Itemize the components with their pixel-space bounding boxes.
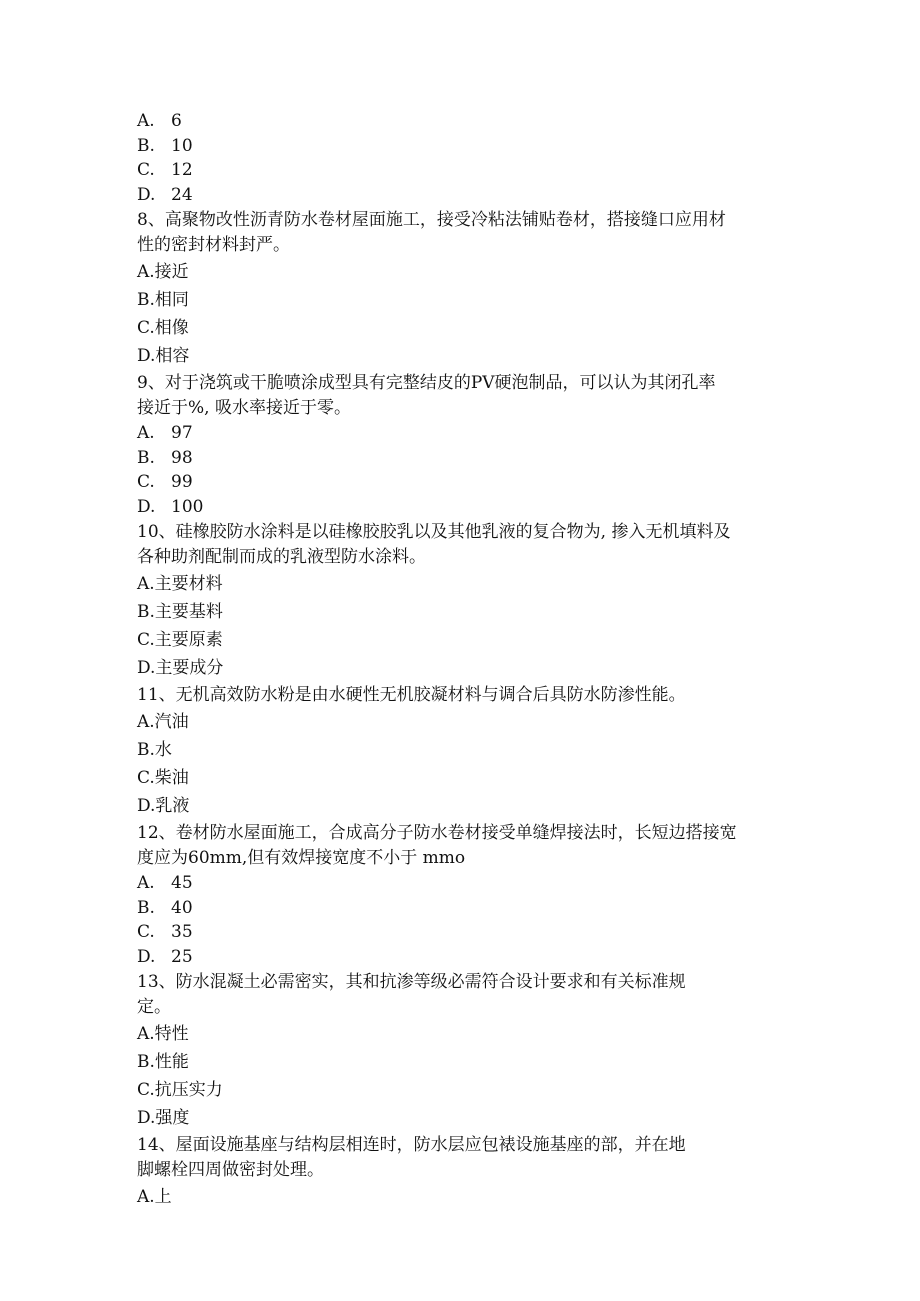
question-13: 13、防水混凝土必需密实，其和抗渗等级必需符合设计要求和有关标准规 定。 <box>137 972 686 1017</box>
option-b: B. 98 <box>137 447 193 468</box>
question-12: 12、卷材防水屋面施工，合成高分子防水卷材接受单缝焊接法时，长短边搭接宽 度应为60mm,但有效焊接宽度不小于 mmo <box>137 823 737 868</box>
options-q11 <box>137 708 797 820</box>
option-d: D. 25 <box>137 946 193 967</box>
option-b: B.主要基料 <box>137 602 223 622</box>
options-q12 <box>137 871 797 969</box>
option-a: A.汽油 <box>137 712 189 732</box>
option-b: B.水 <box>137 740 172 760</box>
option-c: C. 99 <box>137 472 193 492</box>
option-d: D.强度 <box>137 1108 190 1128</box>
option-a: A. 6 <box>137 111 182 131</box>
option-a: A. 97 <box>137 423 193 443</box>
option-c: C.相像 <box>137 318 189 338</box>
option-b: B. 10 <box>137 135 193 156</box>
option-c: C.主要原素 <box>137 630 223 650</box>
question-11: 11、无机高效防水粉是由水硬性无机胶凝材料与调合后具防水防渗性能。 <box>137 685 686 705</box>
option-d: D. 100 <box>137 496 204 517</box>
option-d: D.乳液 <box>137 796 190 816</box>
option-a: A.主要材料 <box>137 574 223 594</box>
question-9: 9、对于浇筑或干脆喷涂成型具有完整结皮的PV硬泡制品，可以认为其闭孔率 接近于%, 吸水率接近于零。 <box>137 373 716 418</box>
option-b: B. 40 <box>137 897 193 918</box>
question-8: 8、高聚物改性沥青防水卷材屋面施工，接受冷粘法铺贴卷材，搭接缝口应用材 性的密封材料封严。 <box>137 210 726 255</box>
options-q10 <box>137 570 797 682</box>
option-c: C.抗压实力 <box>137 1080 223 1100</box>
option-d: D.主要成分 <box>137 658 224 678</box>
option-b: B.相同 <box>137 290 189 310</box>
options-q9 <box>137 421 797 519</box>
options-q8 <box>137 258 797 370</box>
option-d: D.相容 <box>137 346 190 366</box>
question-14: 14、屋面设施基座与结构层相连时，防水层应包裱设施基座的部，并在地 脚螺栓四周做密封处理。 <box>137 1135 686 1180</box>
option-a: A.特性 <box>137 1024 189 1044</box>
document-page <box>137 109 797 1211</box>
option-d: D. 24 <box>137 184 193 205</box>
option-b: B.性能 <box>137 1052 189 1072</box>
option-c: C. 35 <box>137 922 193 942</box>
question-10: 10、硅橡胶防水涂料是以硅橡胶胶乳以及其他乳液的复合物为, 掺入无机填料及 各种助剂配制而成的乳液型防水涂料。 <box>137 522 731 567</box>
option-a: A.接近 <box>137 262 189 282</box>
option-c: C. 12 <box>137 160 193 180</box>
option-c: C.柴油 <box>137 768 189 788</box>
option-a: A. 45 <box>137 873 193 893</box>
option-a: A.上 <box>137 1187 172 1207</box>
options-q13 <box>137 1020 797 1132</box>
options-q7 <box>137 109 797 207</box>
options-q14 <box>137 1183 797 1211</box>
